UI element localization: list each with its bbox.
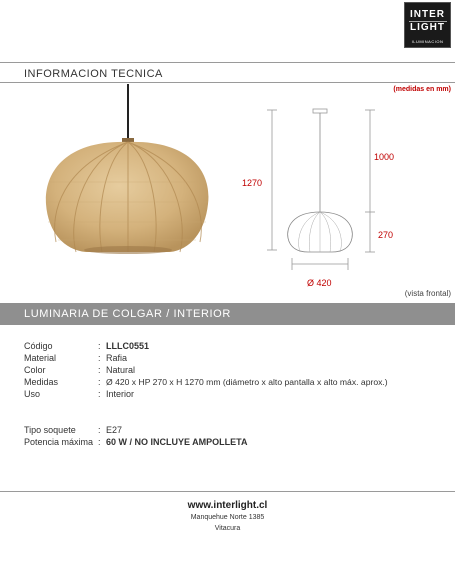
spec-colon: : xyxy=(98,437,101,447)
footer-divider xyxy=(0,491,455,492)
product-photo xyxy=(40,82,215,262)
spec-label-code: Código xyxy=(24,341,53,351)
cable-length-label: 1000 xyxy=(374,152,395,162)
spec-value-socket: E27 xyxy=(106,425,123,435)
brand-logo xyxy=(404,2,451,48)
footer-city: Vitacura xyxy=(214,525,241,532)
view-note: (vista frontal) xyxy=(404,289,451,298)
spec-colon: : xyxy=(98,353,101,363)
spec-value-color: Natural xyxy=(106,365,136,375)
spec-label-use: Uso xyxy=(24,389,41,399)
product-category: LUMINARIA DE COLGAR / INTERIOR xyxy=(24,308,231,320)
spec-label-material: Material xyxy=(24,353,57,363)
spec-colon: : xyxy=(98,341,101,351)
technical-drawing xyxy=(262,100,382,290)
spec-colon: : xyxy=(98,377,101,387)
spec-value-material: Rafia xyxy=(106,353,128,363)
spec-label-socket: Tipo soquete xyxy=(24,425,76,435)
spec-value-power: 60 W / NO INCLUYE AMPOLLETA xyxy=(106,437,248,447)
lamp-shade xyxy=(46,142,209,252)
logo-line-3: ILUMINACION xyxy=(411,39,444,44)
footer-address: Manquehue Norte 1385 xyxy=(190,514,265,521)
top-divider xyxy=(0,62,455,63)
spec-label-power: Potencia máxima xyxy=(24,437,94,447)
section-title: INFORMACION TECNICA xyxy=(24,68,163,80)
measure-note: (medidas en mm) xyxy=(393,86,451,93)
website-url[interactable]: www.interlight.cl xyxy=(187,500,268,511)
spec-label-color: Color xyxy=(24,365,46,375)
product-category-bar xyxy=(0,303,455,325)
spec-label-measures: Medidas xyxy=(24,377,59,387)
spec-value-use: Interior xyxy=(106,389,135,399)
diameter-label: Ø 420 xyxy=(307,278,332,288)
logo-line-2: LIGHT xyxy=(410,22,445,33)
spec-value-code: LLLC0551 xyxy=(106,341,150,351)
spec-colon: : xyxy=(98,389,101,399)
spec-colon: : xyxy=(98,365,101,375)
spec-value-measures: Ø 420 x HP 270 x H 1270 mm (diámetro x alto pantalla x alto máx. aprox.) xyxy=(106,377,388,387)
total-height-label: 1270 xyxy=(242,178,263,188)
shade-height-label: 270 xyxy=(378,230,394,240)
logo-line-1: INTER xyxy=(410,9,445,20)
canopy xyxy=(313,109,327,113)
spec-colon: : xyxy=(98,425,101,435)
